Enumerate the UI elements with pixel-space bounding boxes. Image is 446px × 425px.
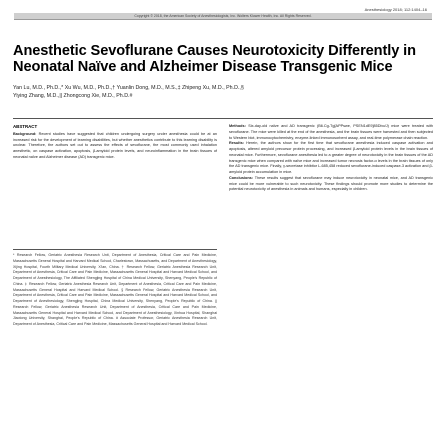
- abstract-heading: ABSTRACT: [13, 124, 38, 129]
- conclusions-text: These results suggest that sevoflurane may induce neurotoxicity in neonatal mice, and AD transgenic mice could be more vulnerable to such neurotoxicity. These findings should promote more studies to determine the potential neurotoxicity of anesthesia in animals and humans, especially in children.: [229, 175, 433, 192]
- results-label: Results:: [229, 141, 244, 146]
- abstract-conclusions: [229, 176, 433, 193]
- results-text: Herein, the authors show for the first time that sevoflurane anesthesia induced caspase activation and apoptosis, altered amyloid precursor protein processing, and increased β-amyloid protein levels in the brain tissues of neonatal mice. Furthermore, sevoflurane anesthesia led to a greater degree of neurotoxicity in the brain tissues of the AD transgenic mice when compared with naïve mice and increased tumor necrosis factor-α levels in the brain tissues of only the AD transgenic mice. Finally, γ-secretase inhibitor L-685,458 reduced sevoflurane-induced caspase-3 activation and β-amyloid protein accumulation in mice.: [229, 141, 433, 174]
- conclusions-label: Conclusions:: [229, 175, 254, 180]
- top-rule: [13, 118, 433, 119]
- author-line-2: Yiying Zhang, M.D.,|| Zhongcong Xie, M.D., Ph.D.#: [13, 93, 133, 99]
- methods-label: Methods:: [229, 124, 246, 128]
- affiliations: [13, 253, 217, 328]
- affiliation-rule: [13, 249, 217, 250]
- abstract-methods: [229, 124, 433, 141]
- abstract-right-column: [229, 124, 433, 193]
- abstract-background: [13, 132, 217, 161]
- author-list: [13, 84, 433, 100]
- article-title: Anesthetic Sevoflurane Causes Neurotoxicity Differently in Neonatal Naïve and Alzheimer Disease Transgenic Mice: [13, 43, 416, 75]
- abstract-results: [229, 141, 433, 176]
- copyright-text: Copyright © 2018, the American Society of Anesthesiologists, Inc. Wolters Kluwer Health, Inc. All Rights Reserved.: [134, 14, 312, 18]
- abstract-left-column: [13, 124, 217, 161]
- background-label: Background:: [13, 131, 37, 136]
- affiliation-text: * Research Fellow, Geriatric Anesthesia Research Unit, Department of Anesthesia, Critical Care and Pain Medicine, Massachusetts General Hospital and Harvard Medical School, Charlestown, Massachusetts, and Department of Anesthesiology, Xijing Hospital, Fourth Military Medical University, Xi'an, China. † Research Fellow, Geriatric Anesthesia Research Unit, Department of Anesthesia, Critical Care and Pain Medicine, Massachusetts General Hospital and Harvard Medical School, and Department of Anesthesiology, The Affiliated Shengjing Hospital of China Medical University, Shenyang, People's Republic of China. ‡ Research Fellow, Geriatric Anesthesia Research Unit, Department of Anesthesia, Critical Care and Pain Medicine, Massachusetts General Hospital and Harvard Medical School. § Research Fellow, Geriatric Anesthesia Research Unit, Department of Anesthesia, Critical Care and Pain Medicine, Massachusetts General Hospital and Harvard Medical School, and Department of Anesthesiology, Shengjing Hospital, China Medical University, Shenyang, People's Republic of China. || Research Fellow, Geriatric Anesthesia Research Unit, Department of Anesthesia, Critical Care and Pain Medicine, Massachusetts General Hospital and Harvard Medical School, and Department of Anesthesiology, Xinhua Hospital, Shanghai Jiaotong University, Shanghai, People's Republic of China. # Associate Professor, Geriatric Anesthesia Research Unit, Department of Anesthesia, Critical Care and Pain Medicine, Massachusetts General Hospital and Harvard Medical School.: [13, 253, 217, 326]
- copyright-band: [14, 13, 432, 20]
- author-line-1: Yan Lu, M.D., Ph.D.,* Xu Wu, M.D., Ph.D.,† Yuanlin Dong, M.D., M.S.,‡ Zhipeng Xu, M.D., Ph.D.,§: [13, 85, 244, 91]
- background-text: Recent studies have suggested that children undergoing surgery under anesthesia could be at an increased risk for the development of learning disabilities, but whether anesthetics contribute to this learning disability is unclear. Therefore, the authors set out to assess the effects of sevoflurane, the most commonly used inhalation anesthetic, on caspase activation, apoptosis, β-amyloid protein levels, and neuroinflammation in the brain tissues of neonatal naïve and Alzheimer disease (AD) transgenic mice.: [13, 131, 217, 159]
- methods-text: Six-day-old naïve and AD transgenic (B6.Cg-Tg[APPswe, PSEN1dE9]85Dbo/J) mice were treated with sevoflurane. The mice were killed at the end of the anesthesia, and the brain tissues were harvested and then subjected to Western blot, immunocytochemistry, enzyme-linked immunosorbent assay, and real-time polymerase chain reaction.: [229, 124, 433, 140]
- journal-reference: Anesthesiology 2018; 112:1404–16: [364, 7, 427, 12]
